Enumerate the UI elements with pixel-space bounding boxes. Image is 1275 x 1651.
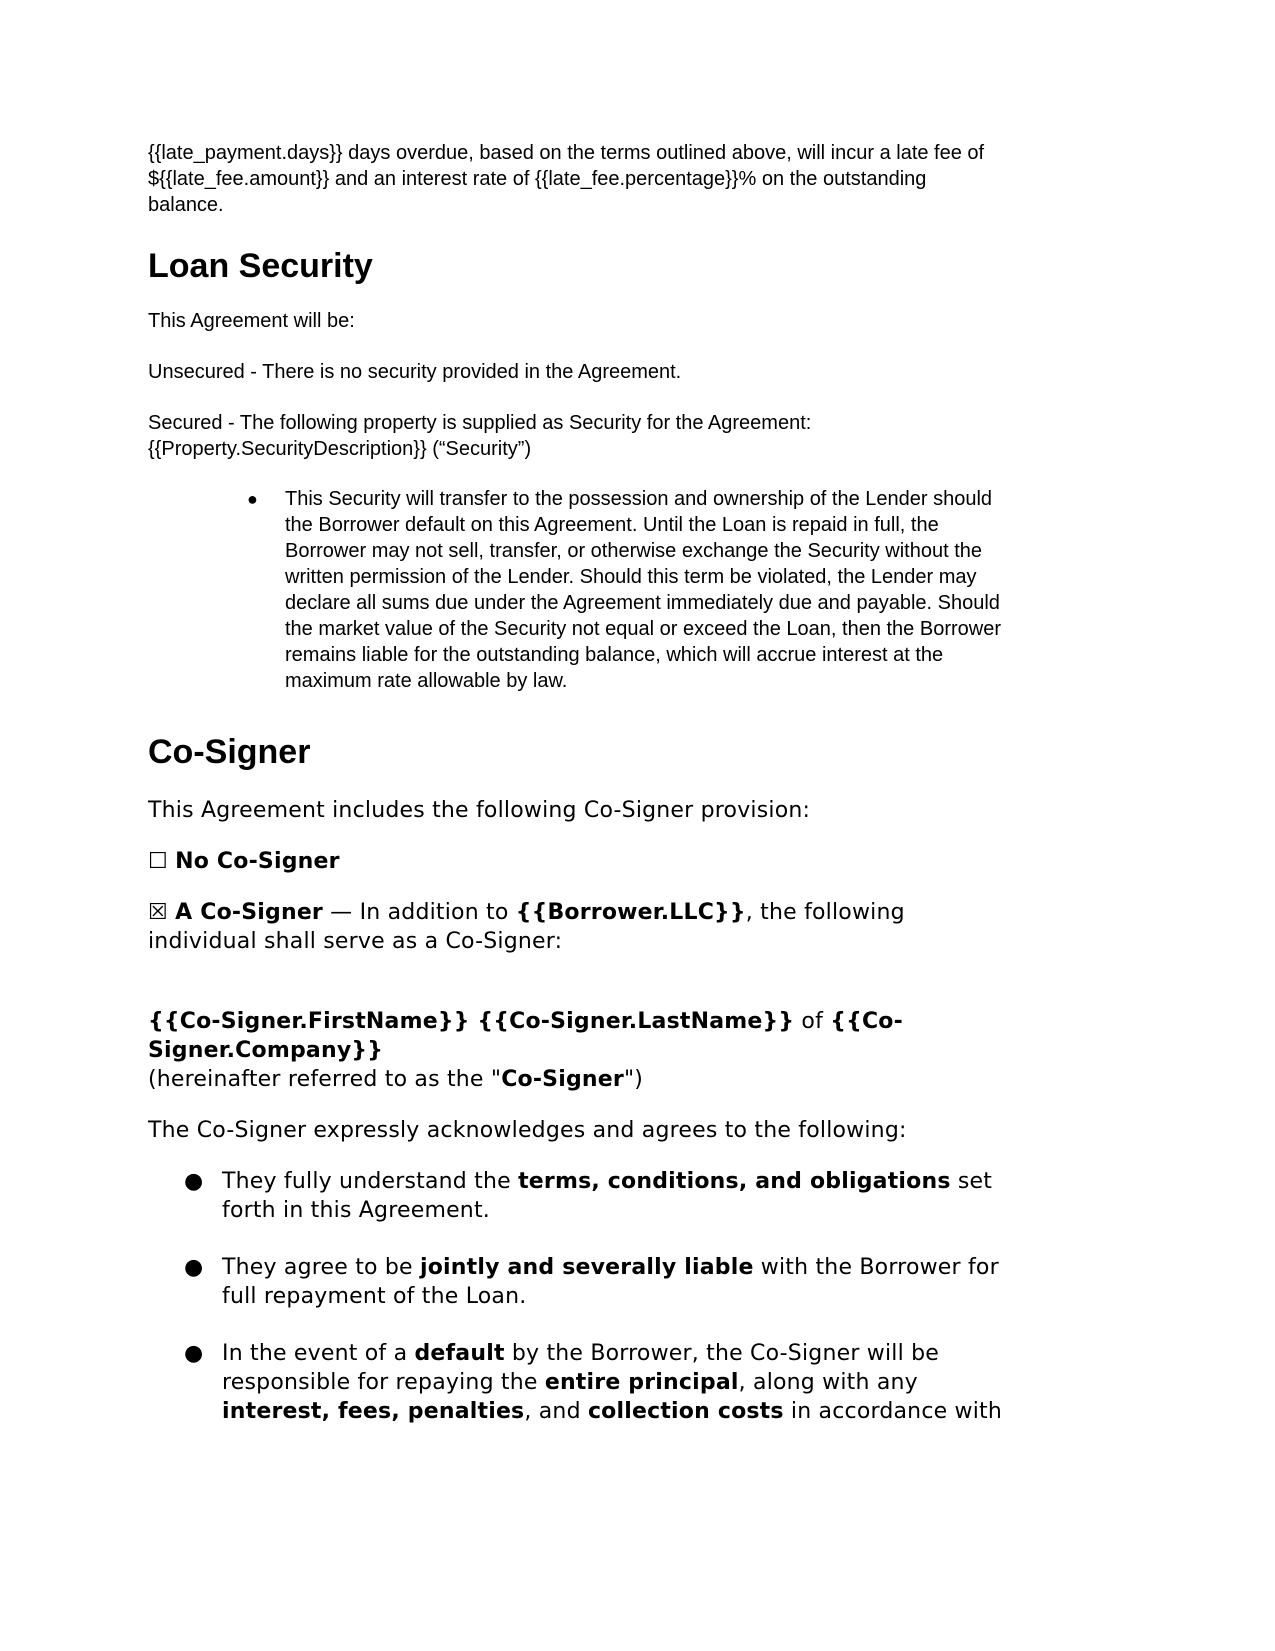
list-item bbox=[148, 1253, 1118, 1311]
a-co-signer-option bbox=[148, 898, 1118, 956]
security-term-line: Borrower may not sell, transfer, or otherwise exchange the Security without the bbox=[285, 540, 983, 562]
item-text: , along with any bbox=[738, 1370, 918, 1395]
acknowledgement-list bbox=[148, 1167, 1118, 1426]
item-bold-text: default bbox=[414, 1341, 505, 1366]
late-fee-line-2: ${{late_fee.amount}} and an interest rate of {{late_fee.percentage}}% on the outstanding bbox=[148, 168, 927, 190]
secured-option-line-2: {{Property.SecurityDescription}} (“Security”) bbox=[148, 438, 532, 460]
security-terms-list bbox=[148, 486, 1118, 694]
item-text: full repayment of the Loan. bbox=[222, 1284, 527, 1309]
loan-security-heading: Loan Security bbox=[148, 247, 373, 285]
security-term-line: remains liable for the outstanding balance, which will accrue interest at the bbox=[285, 644, 944, 666]
checked-box-icon: ☒ bbox=[148, 900, 168, 925]
of-text: of bbox=[794, 1009, 831, 1034]
co-signer-heading: Co-Signer bbox=[148, 733, 311, 771]
item-text: by the Borrower, the Co-Signer will be bbox=[504, 1341, 939, 1366]
item-bold-text: entire principal bbox=[544, 1370, 739, 1395]
acknowledges-text: The Co-Signer expressly acknowledges and agrees to the following: bbox=[148, 1118, 907, 1143]
agreement-will-be-text: This Agreement will be: bbox=[148, 310, 355, 332]
security-term-line: the market value of the Security not equal or exceed the Loan, then the Borrower bbox=[285, 618, 1001, 640]
bullet-icon: ● bbox=[184, 1255, 204, 1280]
no-co-signer-option bbox=[148, 847, 1118, 876]
list-item bbox=[148, 1167, 1118, 1225]
security-term-line: written permission of the Lender. Should this term be violated, the Lender may bbox=[285, 566, 977, 588]
item-bold-text: jointly and severally liable bbox=[419, 1255, 754, 1280]
bullet-icon: ● bbox=[184, 1169, 204, 1194]
item-text: They fully understand the bbox=[222, 1169, 519, 1194]
hereinafter-close: ") bbox=[623, 1067, 644, 1092]
list-item bbox=[148, 1339, 1118, 1426]
item-text: , and bbox=[524, 1399, 588, 1424]
late-fee-paragraph bbox=[148, 140, 1118, 218]
item-text: set bbox=[950, 1169, 993, 1194]
item-bold-text: terms, conditions, and obligations bbox=[518, 1169, 951, 1194]
first-name-placeholder: {{Co-Signer.FirstName}} bbox=[148, 1009, 470, 1034]
option-text: , the following bbox=[745, 900, 905, 925]
a-co-signer-label: A Co-Signer bbox=[175, 900, 323, 925]
unchecked-box-icon: ☐ bbox=[148, 849, 168, 874]
item-text: with the Borrower for bbox=[753, 1255, 999, 1280]
late-fee-line-1: {{late_payment.days}} days overdue, based on the terms outlined above, will incur a late fee of bbox=[148, 142, 985, 164]
company-placeholder-part-1: {{Co- bbox=[830, 1009, 903, 1034]
security-term-line: maximum rate allowable by law. bbox=[285, 670, 568, 692]
co-signer-intro-text: This Agreement includes the following Co-Signer provision: bbox=[148, 798, 811, 823]
item-bold-text: collection costs bbox=[587, 1399, 784, 1424]
security-term-line: declare all sums due under the Agreement immediately due and payable. Should bbox=[285, 592, 1000, 614]
secured-option-line-1: Secured - The following property is supplied as Security for the Agreement: bbox=[148, 412, 812, 434]
borrower-placeholder: {{Borrower.LLC}} bbox=[515, 900, 746, 925]
item-bold-text: interest, fees, penalties bbox=[222, 1399, 525, 1424]
security-term-line: This Security will transfer to the possession and ownership of the Lender should bbox=[285, 488, 993, 510]
item-text: They agree to be bbox=[222, 1255, 420, 1280]
item-text: in accordance with bbox=[783, 1399, 1003, 1424]
secured-option-text bbox=[148, 410, 1118, 462]
option-text: individual shall serve as a Co-Signer: bbox=[148, 929, 563, 954]
item-text: forth in this Agreement. bbox=[222, 1198, 490, 1223]
option-text: — In addition to bbox=[322, 900, 516, 925]
co-signer-defined-term: Co-Signer bbox=[501, 1067, 624, 1092]
bullet-icon: ● bbox=[247, 489, 258, 509]
hereinafter-text: (hereinafter referred to as the " bbox=[148, 1067, 502, 1092]
company-placeholder-part-2: Signer.Company}} bbox=[148, 1038, 384, 1063]
unsecured-option-text: Unsecured - There is no security provided in the Agreement. bbox=[148, 361, 682, 383]
last-name-placeholder: {{Co-Signer.LastName}} bbox=[477, 1009, 795, 1034]
no-co-signer-label: No Co-Signer bbox=[175, 849, 340, 874]
security-term-line: the Borrower default on this Agreement. Until the Loan is repaid in full, the bbox=[285, 514, 939, 536]
bullet-icon: ● bbox=[184, 1341, 204, 1366]
item-text: responsible for repaying the bbox=[222, 1370, 545, 1395]
late-fee-line-3: balance. bbox=[148, 194, 224, 216]
document-page bbox=[148, 140, 1118, 1454]
list-item bbox=[148, 486, 1118, 694]
co-signer-name-block bbox=[148, 1007, 1118, 1094]
item-text: In the event of a bbox=[222, 1341, 415, 1366]
